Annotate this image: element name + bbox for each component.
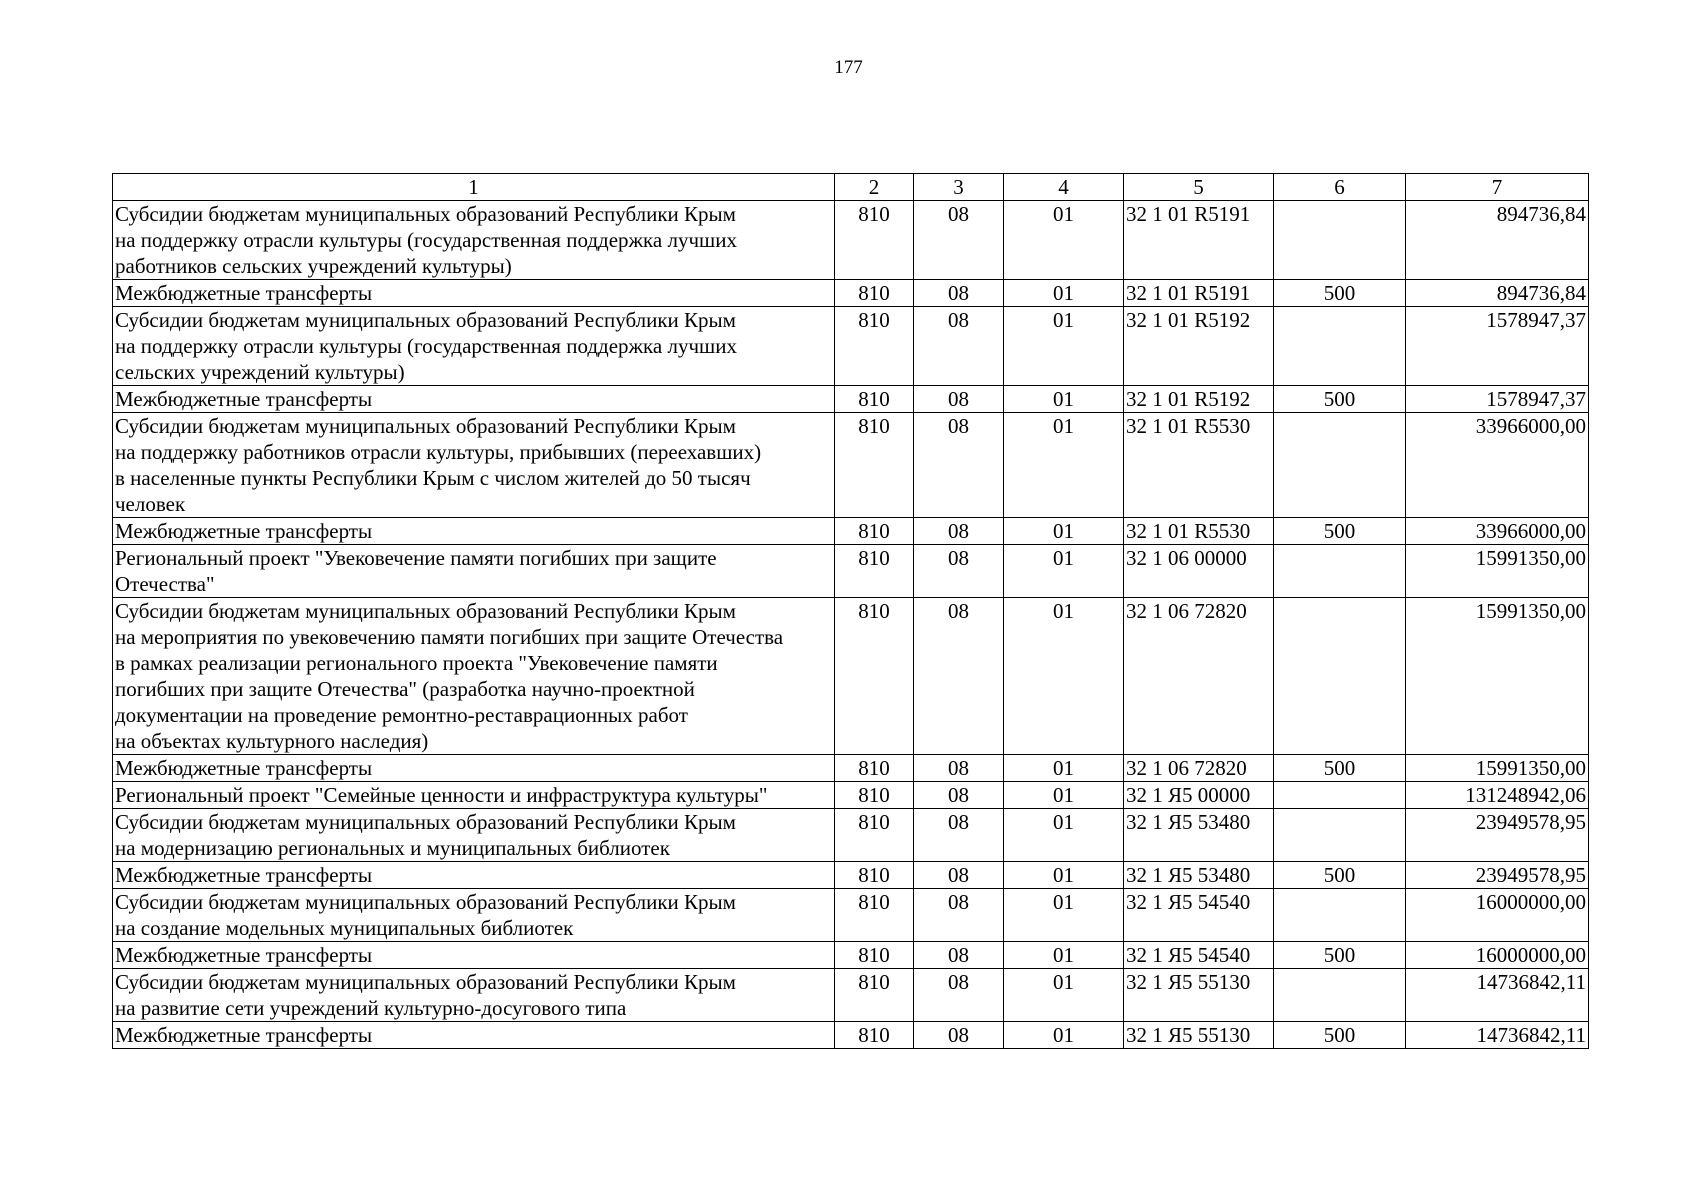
row-section-cell: 08 [914, 969, 1004, 1022]
row-expense-type-cell [1274, 809, 1406, 862]
row-expense-type-cell [1274, 545, 1406, 598]
row-subsection-cell: 01 [1004, 1022, 1124, 1049]
row-section-cell: 08 [914, 598, 1004, 755]
row-subsection-cell: 01 [1004, 942, 1124, 969]
table-row [113, 386, 1589, 413]
row-section-cell: 08 [914, 280, 1004, 307]
row-target-article-cell: 32 1 06 72820 [1124, 598, 1274, 755]
row-name-cell: Межбюджетные трансферты [113, 862, 835, 889]
row-target-article-cell: 32 1 Я5 00000 [1124, 782, 1274, 809]
row-target-article-cell: 32 1 Я5 55130 [1124, 1022, 1274, 1049]
header-row [113, 174, 1589, 201]
row-name-cell: Межбюджетные трансферты [113, 1022, 835, 1049]
row-subsection-cell: 01 [1004, 755, 1124, 782]
table-row [113, 1022, 1589, 1049]
header-cell: 3 [914, 174, 1004, 201]
row-expense-type-cell: 500 [1274, 755, 1406, 782]
row-amount-cell: 14736842,11 [1406, 1022, 1589, 1049]
row-grbs-cell: 810 [835, 809, 914, 862]
header-cell: 4 [1004, 174, 1124, 201]
row-target-article-cell: 32 1 01 R5191 [1124, 201, 1274, 280]
row-target-article-cell: 32 1 Я5 54540 [1124, 942, 1274, 969]
row-amount-cell: 23949578,95 [1406, 809, 1589, 862]
row-section-cell: 08 [914, 782, 1004, 809]
row-subsection-cell: 01 [1004, 598, 1124, 755]
row-subsection-cell: 01 [1004, 518, 1124, 545]
row-amount-cell: 15991350,00 [1406, 545, 1589, 598]
row-amount-cell: 33966000,00 [1406, 518, 1589, 545]
row-subsection-cell: 01 [1004, 809, 1124, 862]
row-subsection-cell: 01 [1004, 386, 1124, 413]
page-number: 177 [834, 57, 863, 78]
row-name-cell: Субсидии бюджетам муниципальных образований Республики Крым на создание модельных муниципальных библиотек [113, 889, 835, 942]
row-expense-type-cell [1274, 889, 1406, 942]
row-expense-type-cell [1274, 782, 1406, 809]
table-row [113, 862, 1589, 889]
row-section-cell: 08 [914, 413, 1004, 518]
row-target-article-cell: 32 1 01 R5530 [1124, 518, 1274, 545]
row-name-cell: Региональный проект "Семейные ценности и инфраструктура культуры" [113, 782, 835, 809]
row-grbs-cell: 810 [835, 518, 914, 545]
row-name-cell: Межбюджетные трансферты [113, 942, 835, 969]
row-name-cell: Межбюджетные трансферты [113, 280, 835, 307]
header-cell: 7 [1406, 174, 1589, 201]
row-expense-type-cell: 500 [1274, 942, 1406, 969]
row-subsection-cell: 01 [1004, 280, 1124, 307]
row-target-article-cell: 32 1 Я5 54540 [1124, 889, 1274, 942]
table-row [113, 889, 1589, 942]
row-grbs-cell: 810 [835, 598, 914, 755]
row-expense-type-cell [1274, 201, 1406, 280]
row-amount-cell: 33966000,00 [1406, 413, 1589, 518]
row-section-cell: 08 [914, 862, 1004, 889]
header-cell: 1 [113, 174, 835, 201]
table-body [113, 201, 1589, 1049]
row-expense-type-cell: 500 [1274, 280, 1406, 307]
row-name-cell: Субсидии бюджетам муниципальных образований Республики Крым на поддержку работников отрасли культуры, прибывших (переехавших) в населенные пункты Республики Крым с числом жителей до 50 тысяч человек [113, 413, 835, 518]
row-target-article-cell: 32 1 Я5 55130 [1124, 969, 1274, 1022]
row-amount-cell: 894736,84 [1406, 280, 1589, 307]
row-section-cell: 08 [914, 201, 1004, 280]
row-subsection-cell: 01 [1004, 413, 1124, 518]
row-section-cell: 08 [914, 518, 1004, 545]
row-grbs-cell: 810 [835, 942, 914, 969]
row-amount-cell: 894736,84 [1406, 201, 1589, 280]
row-subsection-cell: 01 [1004, 307, 1124, 386]
row-grbs-cell: 810 [835, 201, 914, 280]
row-section-cell: 08 [914, 755, 1004, 782]
row-subsection-cell: 01 [1004, 862, 1124, 889]
header-cell: 5 [1124, 174, 1274, 201]
row-amount-cell: 131248942,06 [1406, 782, 1589, 809]
row-expense-type-cell [1274, 307, 1406, 386]
row-target-article-cell: 32 1 01 R5191 [1124, 280, 1274, 307]
row-grbs-cell: 810 [835, 386, 914, 413]
row-grbs-cell: 810 [835, 862, 914, 889]
row-section-cell: 08 [914, 545, 1004, 598]
table-row [113, 307, 1589, 386]
row-grbs-cell: 810 [835, 413, 914, 518]
row-grbs-cell: 810 [835, 280, 914, 307]
row-target-article-cell: 32 1 Я5 53480 [1124, 809, 1274, 862]
row-section-cell: 08 [914, 307, 1004, 386]
row-expense-type-cell [1274, 598, 1406, 755]
row-amount-cell: 14736842,11 [1406, 969, 1589, 1022]
row-grbs-cell: 810 [835, 545, 914, 598]
table-row [113, 201, 1589, 280]
row-subsection-cell: 01 [1004, 782, 1124, 809]
row-amount-cell: 15991350,00 [1406, 755, 1589, 782]
row-grbs-cell: 810 [835, 782, 914, 809]
row-name-cell: Межбюджетные трансферты [113, 386, 835, 413]
row-section-cell: 08 [914, 1022, 1004, 1049]
row-amount-cell: 15991350,00 [1406, 598, 1589, 755]
row-section-cell: 08 [914, 942, 1004, 969]
table-row [113, 942, 1589, 969]
row-target-article-cell: 32 1 01 R5530 [1124, 413, 1274, 518]
row-target-article-cell: 32 1 06 00000 [1124, 545, 1274, 598]
row-subsection-cell: 01 [1004, 201, 1124, 280]
row-name-cell: Субсидии бюджетам муниципальных образований Республики Крым на поддержку отрасли культуры (государственная поддержка лучших сельских учреждений культуры) [113, 307, 835, 386]
row-name-cell: Межбюджетные трансферты [113, 518, 835, 545]
row-subsection-cell: 01 [1004, 889, 1124, 942]
header-cell: 2 [835, 174, 914, 201]
row-section-cell: 08 [914, 386, 1004, 413]
row-grbs-cell: 810 [835, 755, 914, 782]
row-grbs-cell: 810 [835, 307, 914, 386]
row-name-cell: Региональный проект "Увековечение памяти погибших при защите Отечества" [113, 545, 835, 598]
table-row [113, 782, 1589, 809]
table-row [113, 413, 1589, 518]
row-grbs-cell: 810 [835, 969, 914, 1022]
table-row [113, 545, 1589, 598]
table-row [113, 280, 1589, 307]
row-target-article-cell: 32 1 06 72820 [1124, 755, 1274, 782]
row-name-cell: Субсидии бюджетам муниципальных образований Республики Крым на поддержку отрасли культуры (государственная поддержка лучших работников сельских учреждений культуры) [113, 201, 835, 280]
row-subsection-cell: 01 [1004, 969, 1124, 1022]
row-subsection-cell: 01 [1004, 545, 1124, 598]
row-grbs-cell: 810 [835, 1022, 914, 1049]
row-section-cell: 08 [914, 809, 1004, 862]
row-name-cell: Субсидии бюджетам муниципальных образований Республики Крым на модернизацию региональных и муниципальных библиотек [113, 809, 835, 862]
row-target-article-cell: 32 1 Я5 53480 [1124, 862, 1274, 889]
row-expense-type-cell [1274, 413, 1406, 518]
table-row [113, 518, 1589, 545]
table-row [113, 598, 1589, 755]
row-name-cell: Субсидии бюджетам муниципальных образований Республики Крым на развитие сети учреждений культурно-досугового типа [113, 969, 835, 1022]
row-section-cell: 08 [914, 889, 1004, 942]
row-expense-type-cell: 500 [1274, 1022, 1406, 1049]
row-amount-cell: 23949578,95 [1406, 862, 1589, 889]
row-expense-type-cell: 500 [1274, 386, 1406, 413]
row-target-article-cell: 32 1 01 R5192 [1124, 386, 1274, 413]
row-grbs-cell: 810 [835, 889, 914, 942]
row-expense-type-cell: 500 [1274, 862, 1406, 889]
row-amount-cell: 16000000,00 [1406, 889, 1589, 942]
row-amount-cell: 1578947,37 [1406, 386, 1589, 413]
table-row [113, 755, 1589, 782]
row-expense-type-cell: 500 [1274, 518, 1406, 545]
row-target-article-cell: 32 1 01 R5192 [1124, 307, 1274, 386]
row-expense-type-cell [1274, 969, 1406, 1022]
row-amount-cell: 1578947,37 [1406, 307, 1589, 386]
row-name-cell: Субсидии бюджетам муниципальных образований Республики Крым на мероприятия по увековечению памяти погибших при защите Отечества в рамках реализации регионального проекта "Увековечение памяти погибших при защите Отечества" (разработка научно-проектной документации на проведение ремонтно-реставрационных работ на объектах культурного наследия) [113, 598, 835, 755]
header-cell: 6 [1274, 174, 1406, 201]
budget-table [112, 173, 1589, 1049]
row-name-cell: Межбюджетные трансферты [113, 755, 835, 782]
row-amount-cell: 16000000,00 [1406, 942, 1589, 969]
table-row [113, 809, 1589, 862]
table-row [113, 969, 1589, 1022]
